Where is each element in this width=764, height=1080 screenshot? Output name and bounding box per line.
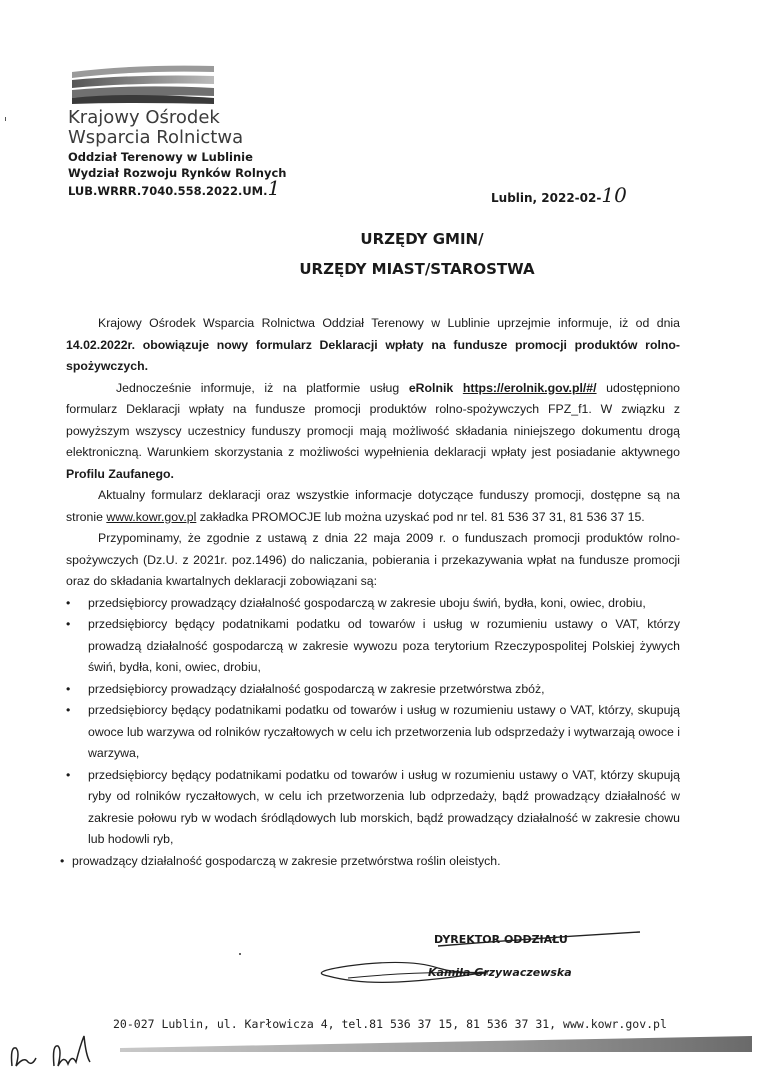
list-item: • przedsiębiorcy prowadzący działalność gospodarczą w zakresie przetwórstwa zbóż, — [66, 679, 680, 701]
list-item: • przedsiębiorcy będący podatnikami podatku od towarów i usług w rozumieniu ustawy o VAT, którzy skupują ryby od rolników ryczałtowych, w celu ich przetworzenia lub odprzedaży, bądź prowadzący działalność w zakresie połowu ryb w wodach śródlądowych lub morskich, bądź prowadzący działalność w zakresie chowu lub hodowli ryb, — [66, 765, 680, 851]
p1-bold: 14.02.2022r. obowiązuje nowy formularz Deklaracji wpłaty na fundusze promocji produktów rolno-spożywczych. — [66, 337, 680, 373]
p3-text-b: zakładka PROMOCJE lub można uzyskać pod nr tel. 81 536 37 31, 81 536 37 15. — [196, 509, 645, 524]
list-item: • prowadzący działalność gospodarczą w zakresie przetwórstwa roślin oleistych. — [66, 851, 680, 873]
p2-text-a: Jednocześnie informuje, iż na platformie usług — [116, 380, 409, 395]
kowr-logo-icon — [68, 62, 216, 108]
paragraph-1 — [66, 313, 680, 378]
branch-name: Oddział Terenowy w Lublinie — [68, 150, 253, 164]
signature-scribble-icon — [288, 928, 648, 998]
department-name: Wydział Rozwoju Rynków Rolnych — [68, 165, 287, 180]
p2-text-b: udostępniono formularz Deklaracji wpłaty na fundusze promocji produktów rolno-spożywczych FPZ_f1. W związku z powyższym wszyscy uczestnicy funduszy promocji mają możliwość składania niniejszego dokumentu drogą elektroniczną. Warunkiem skorzystania z możliwości wypełnienia deklaracji wpłaty jest posiadanie aktywnego — [66, 380, 681, 459]
margin-mark — [5, 117, 6, 121]
date-handwritten-day: 10 — [601, 183, 627, 207]
recipient-line2: URZĘDY MIAST/STAROSTWA — [299, 260, 535, 278]
sender-block — [68, 150, 286, 200]
list-item: • przedsiębiorcy prowadzący działalność gospodarczą w zakresie uboju świń, bydła, koni, owiec, drobiu, — [66, 593, 680, 615]
footer-address: 20-027 Lublin, ul. Karłowicza 4, tel.81 536 37 15, 81 536 37 31, www.kowr.gov.pl — [113, 1017, 667, 1031]
paragraph-3 — [66, 485, 680, 528]
list-item: • przedsiębiorcy będący podatnikami podatku od towarów i usług w rozumieniu ustawy o VAT, którzy prowadzą działalność gospodarczą w zakresie wywozu poza terytorium Rzeczypospolitej Polskiej żywych świń, bydła, koni, owiec, drobiu, — [66, 614, 680, 679]
kowr-link[interactable]: www.kowr.gov.pl — [106, 509, 197, 524]
p3-text-a: Aktualny formularz deklaracji oraz wszystkie informacje dotyczące funduszy promocji, dostępne są na stronie — [66, 488, 680, 524]
footer-stripe-icon — [120, 1034, 752, 1052]
p1-text: Krajowy Ośrodek Wsparcia Rolnictwa Oddział Terenowy w Lublinie uprzejmie informuje, iż od dnia — [98, 316, 680, 330]
erolnik-label: eRolnik — [408, 380, 454, 395]
org-name-line1: Krajowy Ośrodek — [68, 107, 220, 128]
speck — [239, 953, 241, 955]
org-name-line2: Wsparcia Rolnictwa — [68, 127, 244, 148]
profil-zaufany: Profilu Zaufanego. — [66, 466, 174, 481]
recipient-line1: URZĘDY GMIN/ — [360, 230, 484, 248]
reference-handwritten: 1 — [267, 176, 281, 200]
letter-date — [491, 183, 627, 207]
handwritten-initials-icon — [6, 1026, 102, 1074]
organization-name — [68, 108, 243, 148]
list-item: • przedsiębiorcy będący podatnikami podatku od towarów i usług w rozumieniu ustawy o VAT, którzy, skupują owoce lub warzywa od rolników ryczałtowych w celu ich przetworzenia lub odsprzedaży i wytwarzają owoce i warzywa, — [66, 700, 680, 765]
date-printed: Lublin, 2022-02- — [491, 191, 602, 205]
erolnik-link[interactable]: https://erolnik.gov.pl/#/ — [462, 380, 597, 395]
letter-body — [66, 313, 680, 872]
obligated-entities-list — [66, 593, 680, 873]
paragraph-2 — [66, 378, 680, 486]
reference-printed: LUB.WRRR.7040.558.2022.UM. — [68, 184, 268, 198]
paragraph-4: Przypominamy, że zgodnie z ustawą z dnia 22 maja 2009 r. o funduszach promocji produktów rolno-spożywczych (Dz.U. z 2021r. poz.1496) do naliczania, pobierania i przekazywania wpłat na fundusze promocji oraz do składania kwartalnych deklaracji zobowiązani są: — [66, 531, 680, 588]
signatory-title: DYREKTOR ODDZIAŁU — [434, 933, 568, 946]
signatory-name: Kamila Grzywaczewska — [428, 966, 572, 979]
reference-number — [68, 176, 286, 200]
